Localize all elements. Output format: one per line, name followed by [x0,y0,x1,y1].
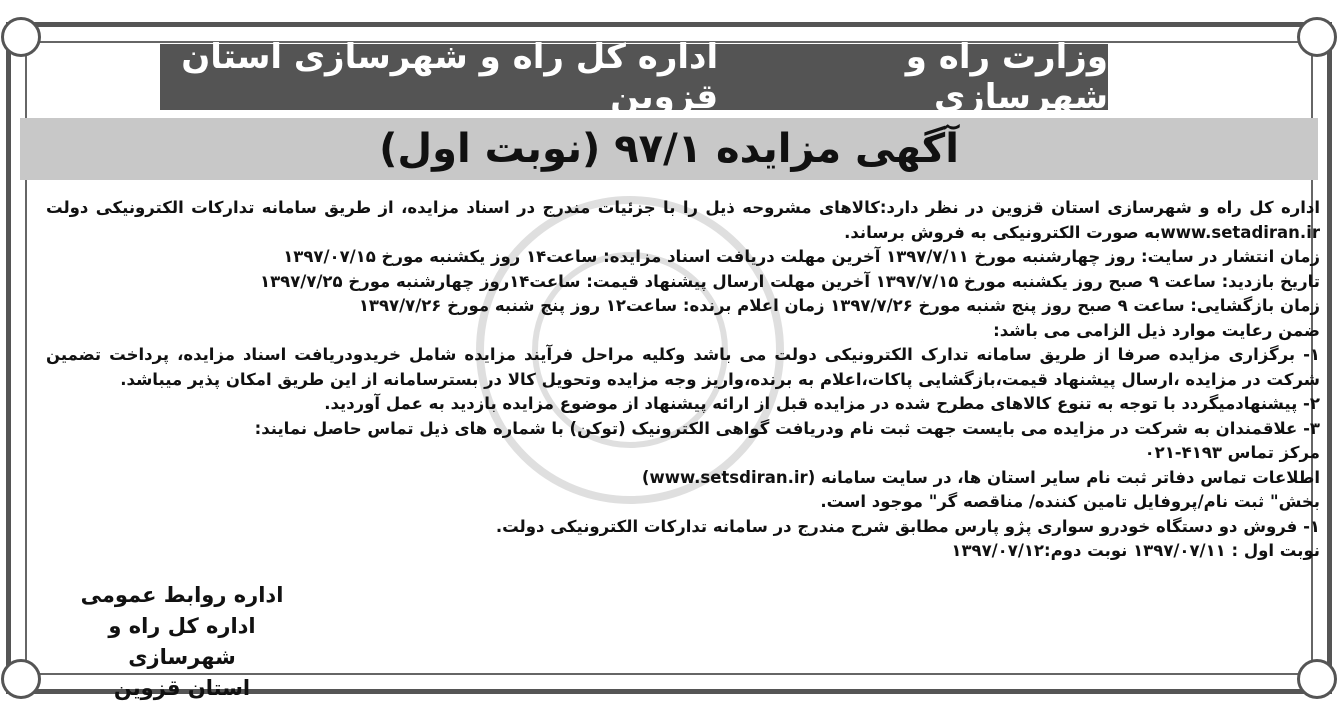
signature-line: اداره کل راه و شهرسازی [108,614,256,669]
visit-date-line: تاریخ بازدید: ساعت ۹ صبح روز یکشنبه مورخ ۱۳۹۷/۷/۱۵ آخرین مهلت ارسال پیشنهاد قیمت: ساعت۱۴روز چهارشنبه مورخ ۱۳۹۷/۷/۲۵ [260,271,1320,291]
signature-line: استان قزوین [113,676,251,700]
publish-date-line: زمان انتشار در سایت: روز چهارشنبه مورخ ۱۳۹۷/۷/۱۱ آخرین مهلت دریافت اسناد مزایده: ساعت۱۴ روز یکشنبه مورخ ۱۳۹۷/۰۷/۱۵ [283,247,1320,266]
header-banner [160,37,1108,117]
publication-rounds: نوبت اول : ۱۳۹۷/۰۷/۱۱ نوبت دوم:۱۳۹۷/۰۷/۱۲ [951,541,1320,560]
contact-info-line: بخش" ثبت نام/پروفایل تامین کننده/ مناقصه گر" موجود است. [820,492,1320,511]
intro-paragraph: اداره کل راه و شهرسازی استان قزوین در نظر دارد:کالاهای مشروحه ذیل را با جزئیات مندرج در اسناد مزایده، از طریق سامانه تدارکات الکترونیکی دولت www.setadiran.irبه صورت الکترونیکی به فروش برساند. [46,198,1320,242]
requirements-heading: ضمن رعایت موارد ذیل الزامی می باشد: [993,320,1320,340]
requirement-item: ۳- علاقمندان به شرکت در مزایده می بایست جهت ثبت نام ودریافت گواهی الکترونیک (توکن) با شماره های ذیل تماس حاصل نمایند: [254,418,1320,438]
signature-line: اداره روابط عمومی [80,583,284,607]
corner-ornament [1297,17,1337,57]
signature-block [62,580,302,704]
corner-ornament [1297,659,1337,699]
requirement-item: ۲- پیشنهادمیگردد با توجه به تنوع کالاهای مطرح شده در مزایده قبل از ارائه پیشنهاد از موضوع مزایده بازدید به عمل آوردید. [324,394,1320,413]
auction-item: ۱- فروش دو دستگاه خودرو سواری پژو پارس مطابق شرح مندرج در سامانه تدارکات الکترونیکی دولت. [495,516,1320,536]
notice-title: آگهی مزایده ۹۷/۱ (نوبت اول) [20,118,1318,180]
ministry-name: وزارت راه و شهرسازی [905,37,1108,117]
corner-ornament [1,17,41,57]
corner-ornament [1,659,41,699]
notice-body [46,196,1320,564]
contact-info-line: اطلاعات تماس دفاتر ثبت نام سایر استان ها، در سایت سامانه (www.setsdiran.ir) [641,467,1320,487]
department-name: اداره کل راه و شهرسازی استان قزوین [181,37,719,117]
opening-date-line: زمان بازگشایی: ساعت ۹ صبح روز پنج شنبه مورخ ۱۳۹۷/۷/۲۶ زمان اعلام برنده: ساعت۱۲ روز پنج شنبه مورخ ۱۳۹۷/۷/۲۶ [358,296,1320,315]
requirement-item: ۱- برگزاری مزایده صرفا از طریق سامانه تدارک الکترونیکی دولت می باشد وکلیه مراحل فرآیند مزایده شامل خریدودریافت اسناد مزایده، پرداخت تضمین شرکت در مزایده ،ارسال پیشنهاد قیمت،بازگشایی پاکات،اعلام به برنده،واریز وجه مزایده وتحویل کالا در بسترسامانه از این طریق امکان پذیر میباشد. [46,345,1320,389]
contact-center: مرکز تماس ۴۱۹۳-۰۲۱ [1144,443,1320,462]
